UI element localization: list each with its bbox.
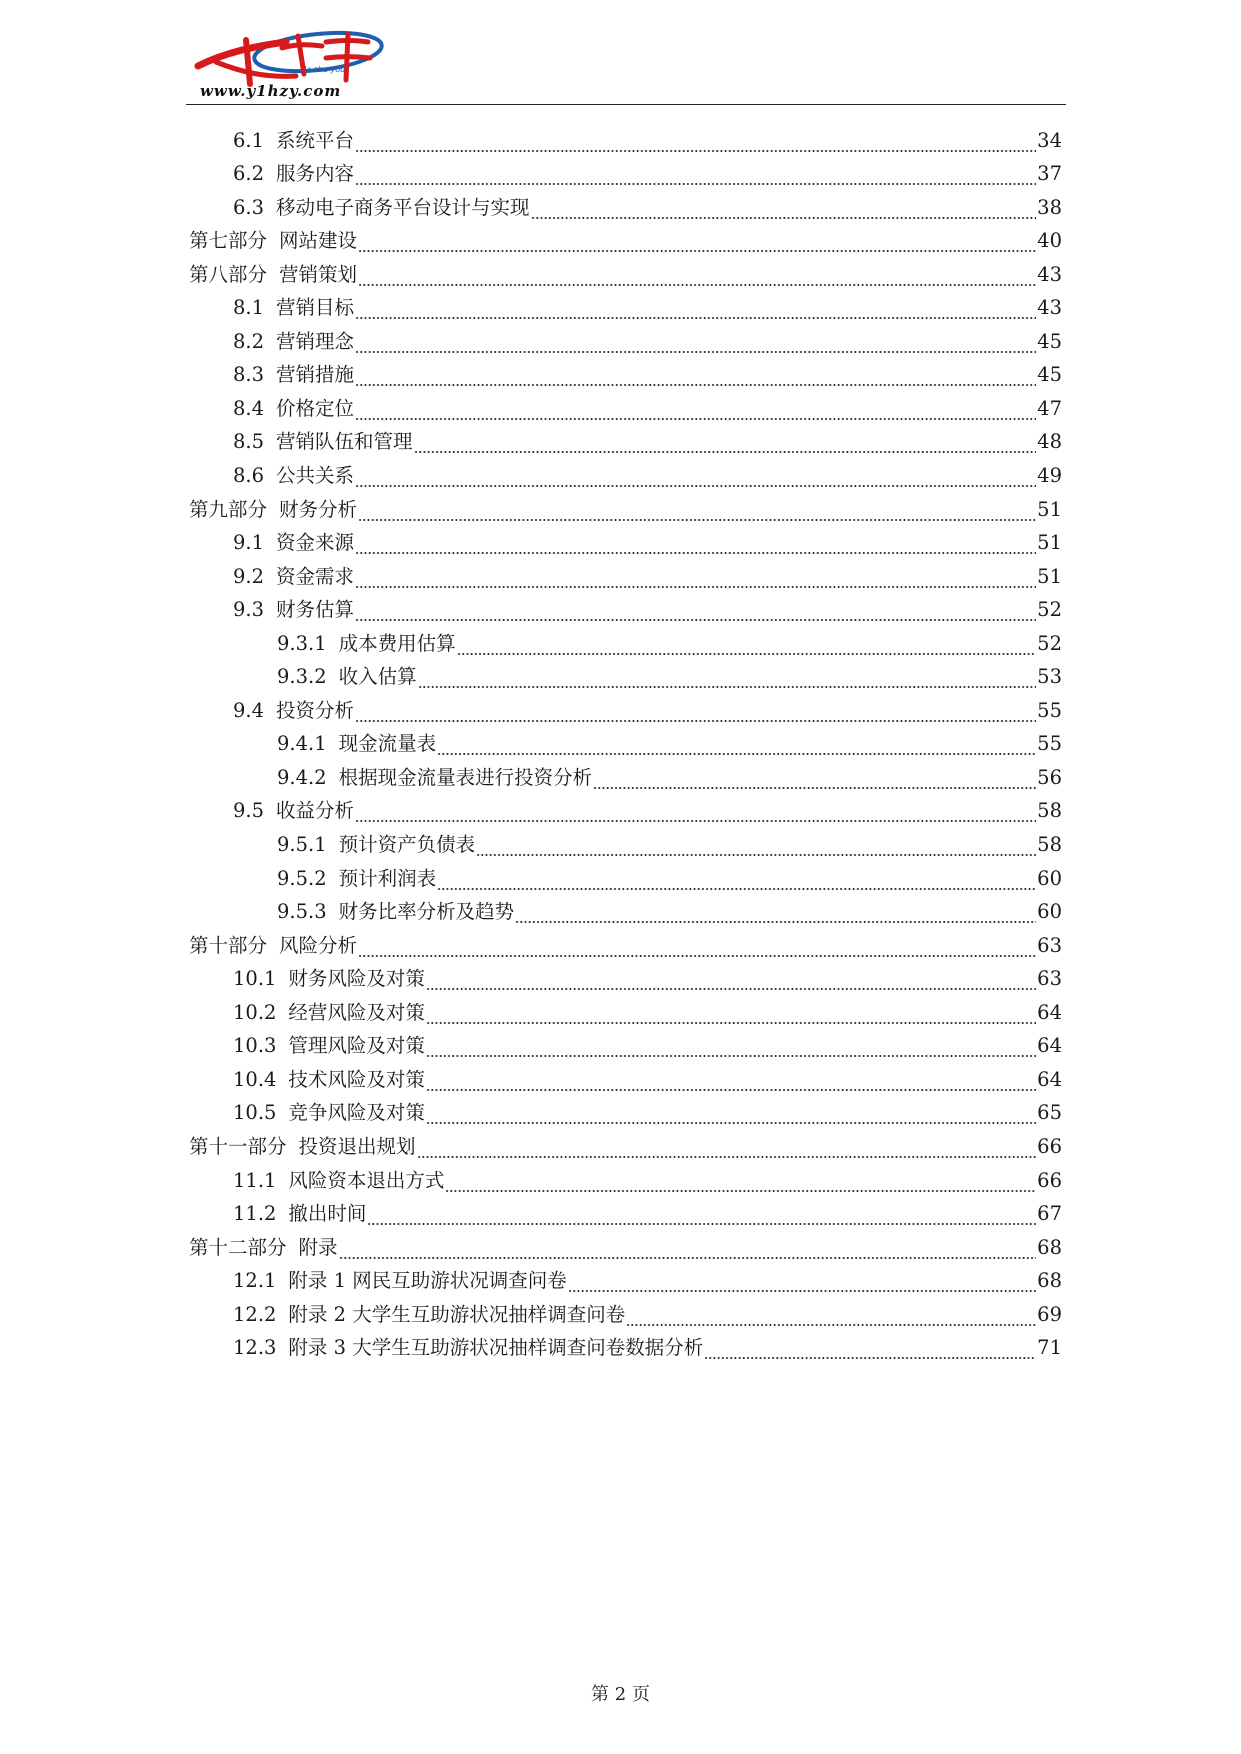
toc-dot-leader [339,1243,1037,1260]
toc-entry[interactable] [0,458,1241,492]
toc-entry[interactable] [0,492,1241,526]
toc-entry-page: 52 [1037,598,1062,622]
toc-entry-number: 9.5.3 [277,900,327,924]
toc-entry[interactable] [0,1096,1241,1130]
toc-dot-leader [704,1343,1036,1360]
toc-dot-leader [426,1108,1036,1125]
toc-entry-page: 51 [1037,497,1062,521]
toc-dot-leader [355,169,1036,186]
toc-dot-leader [355,706,1036,723]
toc-dot-leader [358,941,1036,958]
toc-entry[interactable] [0,257,1241,291]
toc-entry[interactable] [0,1264,1241,1298]
toc-entry-number: 8.6 [233,464,265,488]
toc-dot-leader [367,1209,1036,1226]
page-number: 第 2 页 [591,1684,650,1705]
toc-entry-number: 9.5.1 [277,833,327,857]
toc-entry-title: 预计利润表 [338,866,437,890]
toc-entry-title: 资金来源 [276,531,355,555]
toc-entry-title: 附录 1 网民互助游状况调查问卷 [288,1269,567,1293]
toc-dot-leader [355,538,1036,555]
toc-entry-title: 财务分析 [279,497,358,521]
toc-dot-leader [417,1142,1037,1159]
toc-entry[interactable] [0,626,1241,660]
toc-entry[interactable] [0,794,1241,828]
toc-entry-page: 60 [1037,900,1062,924]
toc-entry-number: 第八部分 [189,262,268,286]
toc-entry-number: 12.1 [233,1269,277,1293]
toc-entry-page: 45 [1037,363,1062,387]
toc-entry-title: 收入估算 [338,665,417,689]
toc-entry[interactable] [0,962,1241,996]
toc-entry[interactable] [0,425,1241,459]
toc-entry-title: 财务风险及对策 [288,967,425,991]
toc-entry[interactable] [0,760,1241,794]
toc-entry-number: 10.2 [233,1000,277,1024]
toc-entry-page: 38 [1037,195,1062,219]
toc-entry-title: 网站建设 [279,229,358,253]
toc-dot-leader [358,505,1036,522]
table-of-contents [0,123,1241,1364]
toc-entry-number: 10.1 [233,967,277,991]
toc-entry[interactable] [0,291,1241,325]
toc-dot-leader [355,303,1036,320]
toc-dot-leader [355,806,1036,823]
toc-entry[interactable] [0,693,1241,727]
toc-entry[interactable] [0,391,1241,425]
toc-entry-number: 11.1 [233,1168,277,1192]
toc-entry-page: 40 [1037,229,1062,253]
toc-entry-title: 经营风险及对策 [288,1000,425,1024]
toc-entry-page: 64 [1037,1034,1062,1058]
toc-entry[interactable] [0,895,1241,929]
toc-entry-page: 69 [1037,1302,1062,1326]
toc-entry[interactable] [0,324,1241,358]
toc-dot-leader [426,1008,1036,1025]
toc-entry[interactable] [0,1297,1241,1331]
toc-entry-title: 撤出时间 [288,1202,367,1226]
toc-dot-leader [355,404,1036,421]
toc-entry-page: 56 [1037,765,1062,789]
toc-entry-number: 9.5.2 [277,866,327,890]
toc-entry[interactable] [0,593,1241,627]
toc-entry-number: 6.2 [233,162,265,186]
toc-dot-leader [358,270,1036,287]
toc-entry-number: 11.2 [233,1202,277,1226]
toc-dot-leader [355,370,1036,387]
toc-entry-page: 48 [1037,430,1062,454]
toc-dot-leader [457,639,1037,656]
toc-entry-page: 68 [1037,1235,1062,1259]
toc-entry[interactable] [0,559,1241,593]
toc-entry-number: 12.2 [233,1302,277,1326]
toc-entry-page: 64 [1037,1067,1062,1091]
toc-dot-leader [437,739,1036,756]
toc-dot-leader [355,605,1036,622]
toc-entry[interactable] [0,827,1241,861]
toc-entry[interactable] [0,727,1241,761]
toc-entry[interactable] [0,1062,1241,1096]
toc-entry-number: 6.3 [233,195,265,219]
toc-dot-leader [358,236,1036,253]
toc-entry-page: 51 [1037,564,1062,588]
toc-entry-page: 43 [1037,296,1062,320]
toc-entry-title: 财务估算 [276,598,355,622]
toc-entry-title: 服务内容 [276,162,355,186]
toc-entry-number: 9.2 [233,564,265,588]
toc-entry-page: 71 [1037,1336,1062,1360]
toc-entry-title: 投资分析 [276,698,355,722]
toc-entry-number: 9.4.2 [277,765,327,789]
toc-dot-leader [355,572,1036,589]
toc-entry[interactable] [0,1331,1241,1365]
toc-entry-title: 成本费用估算 [338,631,456,655]
toc-entry-page: 60 [1037,866,1062,890]
toc-entry-title: 营销理念 [276,329,355,353]
toc-entry-title: 收益分析 [276,799,355,823]
toc-entry-title: 现金流量表 [338,732,437,756]
toc-entry-title: 根据现金流量表进行投资分析 [338,765,593,789]
toc-entry-number: 9.3 [233,598,265,622]
toc-dot-leader [593,773,1036,790]
toc-entry-title: 营销目标 [276,296,355,320]
toc-entry-title: 系统平台 [276,128,355,152]
toc-entry-page: 55 [1037,698,1062,722]
toc-entry-number: 10.3 [233,1034,277,1058]
toc-dot-leader [515,907,1036,924]
toc-dot-leader [355,136,1036,153]
toc-entry-title: 风险资本退出方式 [288,1168,445,1192]
toc-entry[interactable] [0,1230,1241,1264]
toc-dot-leader [418,672,1037,689]
toc-entry-page: 49 [1037,464,1062,488]
toc-entry-title: 价格定位 [276,396,355,420]
toc-entry-page: 34 [1037,128,1062,152]
toc-entry-title: 风险分析 [279,933,358,957]
toc-entry-title: 附录 [298,1235,338,1259]
toc-entry-number: 8.5 [233,430,265,454]
toc-entry-page: 37 [1037,162,1062,186]
toc-entry-number: 9.4.1 [277,732,327,756]
logo-pinyin: la zhu you [304,65,346,74]
toc-entry-title: 营销措施 [276,363,355,387]
toc-entry-number: 第十一部分 [189,1134,287,1158]
toc-entry-page: 51 [1037,531,1062,555]
toc-entry-page: 53 [1037,665,1062,689]
toc-entry[interactable] [0,660,1241,694]
toc-dot-leader [426,1041,1036,1058]
toc-entry-number: 10.5 [233,1101,277,1125]
toc-entry[interactable] [0,190,1241,224]
toc-entry[interactable] [0,157,1241,191]
toc-entry-page: 66 [1037,1134,1062,1158]
toc-entry[interactable] [0,123,1241,157]
toc-entry[interactable] [0,1029,1241,1063]
toc-entry-page: 43 [1037,262,1062,286]
toc-entry-number: 8.4 [233,396,265,420]
toc-entry-page: 58 [1037,833,1062,857]
toc-entry-title: 财务比率分析及趋势 [338,900,515,924]
toc-entry-number: 8.3 [233,363,265,387]
toc-entry[interactable] [0,1163,1241,1197]
toc-entry-page: 67 [1037,1202,1062,1226]
toc-entry-number: 第九部分 [189,497,268,521]
toc-dot-leader [426,1075,1036,1092]
toc-dot-leader [476,840,1036,857]
toc-dot-leader [426,974,1036,991]
toc-entry[interactable] [0,224,1241,258]
toc-entry-page: 65 [1037,1101,1062,1125]
toc-entry-page: 47 [1037,396,1062,420]
toc-entry-number: 第十部分 [189,933,268,957]
toc-entry-title: 附录 3 大学生互助游状况抽样调查问卷数据分析 [288,1336,704,1360]
toc-entry-title: 管理风险及对策 [288,1034,425,1058]
toc-dot-leader [531,203,1037,220]
toc-entry-page: 55 [1037,732,1062,756]
toc-entry-page: 68 [1037,1269,1062,1293]
toc-entry[interactable] [0,526,1241,560]
toc-entry-number: 第十二部分 [189,1235,287,1259]
toc-entry-number: 9.1 [233,531,265,555]
toc-entry[interactable] [0,861,1241,895]
toc-entry-title: 资金需求 [276,564,355,588]
toc-entry[interactable] [0,1197,1241,1231]
toc-entry-number: 8.1 [233,296,265,320]
toc-dot-leader [355,337,1036,354]
toc-entry-page: 66 [1037,1168,1062,1192]
toc-entry-page: 52 [1037,631,1062,655]
toc-entry-page: 64 [1037,1000,1062,1024]
toc-entry[interactable] [0,995,1241,1029]
toc-entry-number: 9.4 [233,698,265,722]
toc-entry-page: 63 [1037,967,1062,991]
toc-entry-number: 第七部分 [189,229,268,253]
toc-entry-title: 附录 2 大学生互助游状况抽样调查问卷 [288,1302,626,1326]
toc-entry-number: 10.4 [233,1067,277,1091]
toc-entry-number: 8.2 [233,329,265,353]
toc-entry-page: 63 [1037,933,1062,957]
toc-entry-title: 移动电子商务平台设计与实现 [276,195,530,219]
toc-entry[interactable] [0,928,1241,962]
toc-entry-title: 技术风险及对策 [288,1067,425,1091]
toc-entry-title: 投资退出规划 [298,1134,416,1158]
toc-entry-number: 6.1 [233,128,265,152]
toc-entry-title: 竞争风险及对策 [288,1101,425,1125]
toc-entry-number: 9.3.2 [277,665,327,689]
toc-dot-leader [626,1310,1036,1327]
toc-entry[interactable] [0,1129,1241,1163]
header-divider [186,104,1066,105]
toc-entry-number: 9.3.1 [277,631,327,655]
toc-entry-title: 公共关系 [276,464,355,488]
toc-entry-page: 45 [1037,329,1062,353]
toc-entry-number: 12.3 [233,1336,277,1360]
toc-dot-leader [414,437,1037,454]
logo-url: www.y1hzy.com [200,82,342,100]
toc-entry-title: 营销策划 [279,262,358,286]
toc-dot-leader [445,1176,1036,1193]
toc-dot-leader [568,1276,1036,1293]
toc-dot-leader [437,874,1036,891]
toc-entry-page: 58 [1037,799,1062,823]
toc-entry[interactable] [0,358,1241,392]
toc-entry-title: 营销队伍和管理 [276,430,413,454]
toc-dot-leader [355,471,1036,488]
page-header [186,22,1066,104]
toc-entry-number: 9.5 [233,799,265,823]
toc-entry-title: 预计资产负债表 [338,833,476,857]
